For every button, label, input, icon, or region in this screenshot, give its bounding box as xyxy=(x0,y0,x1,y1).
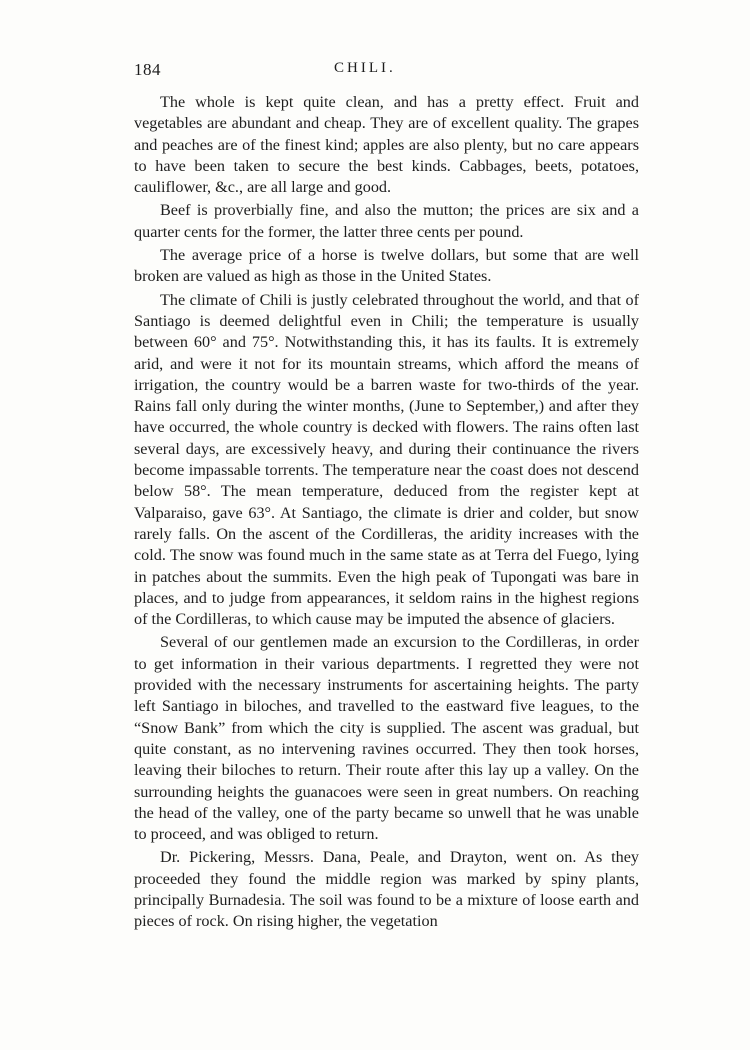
page-number: 184 xyxy=(134,60,161,79)
paragraph: Several of our gentlemen made an excursion to the Cordilleras, in order to get information in their various departments. I regretted they were not provided with the necessary instruments for ascertaining heights. The party left Santiago in biloches, and travelled to the eastward five leagues, to the “Snow Bank” from which the city is supplied. The ascent was gradual, but quite constant, as no intervening ravines occurred. They then took horses, leaving their biloches to return. Their route after this lay up a valley. On the surrounding heights the guanacoes were seen in great numbers. On reaching the head of the valley, one of the party became so unwell that he was unable to proceed, and was obliged to return. xyxy=(134,633,639,844)
paragraph: Beef is proverbially fine, and also the mutton; the prices are six and a quarter cents for the former, the latter three cents per pound. xyxy=(134,201,639,241)
paragraph: The climate of Chili is justly celebrated throughout the world, and that of Santiago is deemed delightful even in Chili; the temperature is usually between 60° and 75°. Notwithstanding this, it has its faults. It is extremely arid, and were it not for its mountain streams, which afford the means of irrigation, the country would be a barren waste for two-thirds of the year. Rains fall only during the winter months, (June to September,) and after they have occurred, the whole country is decked with flowers. The rains often last several days, are excessively heavy, and during their continuance the rivers become impassable torrents. The temperature near the coast does not descend below 58°. The mean temperature, deduced from the register kept at Valparaiso, gave 63°. At Santiago, the climate is drier and colder, but snow rarely falls. On the ascent of the Cordilleras, the aridity increases with the cold. The snow was found much in the same state as at Terra del Fuego, lying in patches about the summits. Even the high peak of Tupongati was bare in places, and to judge from appearances, it seldom rains in the highest regions of the Cordilleras, to which cause may be imputed the absence of glaciers. xyxy=(134,290,639,629)
page-header xyxy=(134,58,634,82)
paragraph: The average price of a horse is twelve dollars, but some that are well broken are valued as high as those in the United States. xyxy=(134,246,639,286)
running-head: CHILI. xyxy=(334,60,396,76)
paragraph: Dr. Pickering, Messrs. Dana, Peale, and Drayton, went on. As they proceeded they found the middle region was marked by spiny plants, principally Burnadesia. The soil was found to be a mixture of loose earth and pieces of rock. On rising higher, the vegetation xyxy=(134,848,639,931)
body-text xyxy=(134,92,639,935)
paragraph: The whole is kept quite clean, and has a pretty effect. Fruit and vegetables are abundant and cheap. They are of excellent quality. The grapes and peaches are of the finest kind; apples are also plenty, but no care appears to have been taken to secure the best kinds. Cabbages, beets, potatoes, cauliflower, &c., are all large and good. xyxy=(134,93,639,197)
